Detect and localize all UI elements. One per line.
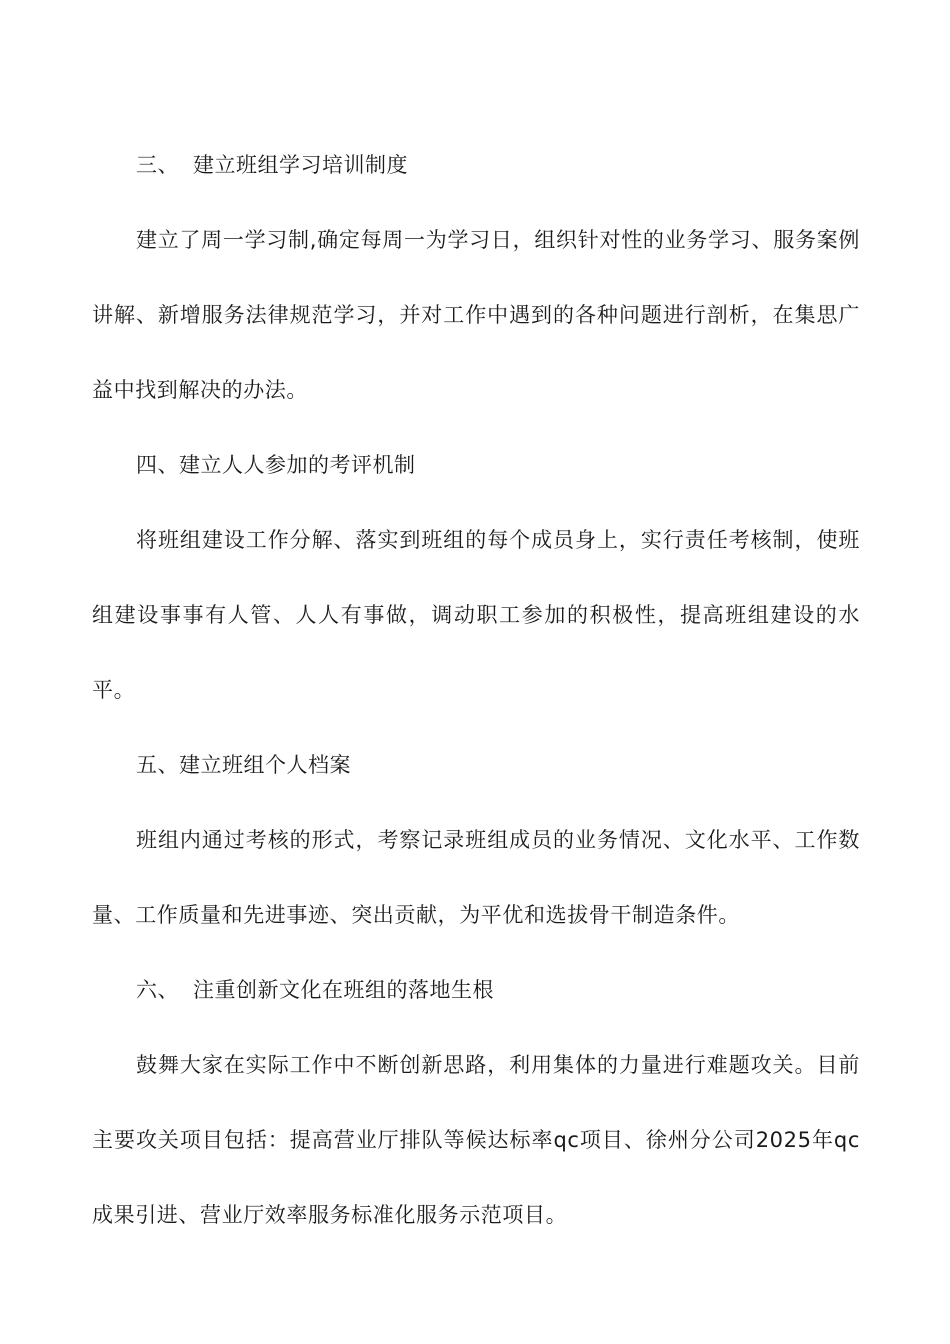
section-heading-6 — [92, 953, 860, 1028]
section-title: 建立班组个人档案 — [179, 753, 351, 777]
document-page — [92, 128, 860, 1253]
section-number: 五、 — [136, 753, 179, 777]
section-heading-5 — [92, 728, 860, 803]
section-body-5: 班组内通过考核的形式，考察记录班组成员的业务情况、文化水平、工作数量、工作质量和先进事迹、突出贡献，为平优和选拔骨干制造条件。 — [92, 828, 860, 927]
section-number: 四、 — [136, 453, 179, 477]
section-heading-4 — [92, 428, 860, 503]
section-number: 六、 — [136, 978, 179, 1002]
section-title: 注重创新文化在班组的落地生根 — [193, 978, 494, 1002]
section-body-4: 将班组建设工作分解、落实到班组的每个成员身上，实行责任考核制，使班组建设事事有人管、人人有事做，调动职工参加的积极性，提高班组建设的水平。 — [92, 528, 860, 702]
section-heading-3 — [92, 128, 860, 203]
section-number: 三、 — [136, 153, 179, 177]
section-body-6: 鼓舞大家在实际工作中不断创新思路，利用集体的力量进行难题攻关。目前主要攻关项目包括：提高营业厅排队等候达标率qc项目、徐州分公司2025年qc成果引进、营业厅效率服务标准化服务示范项目。 — [92, 1053, 860, 1227]
section-title: 建立人人参加的考评机制 — [179, 453, 416, 477]
section-title: 建立班组学习培训制度 — [193, 153, 408, 177]
section-body-3: 建立了周一学习制,确定每周一为学习日，组织针对性的业务学习、服务案例讲解、新增服务法律规范学习，并对工作中遇到的各种问题进行剖析，在集思广益中找到解决的办法。 — [92, 228, 860, 402]
